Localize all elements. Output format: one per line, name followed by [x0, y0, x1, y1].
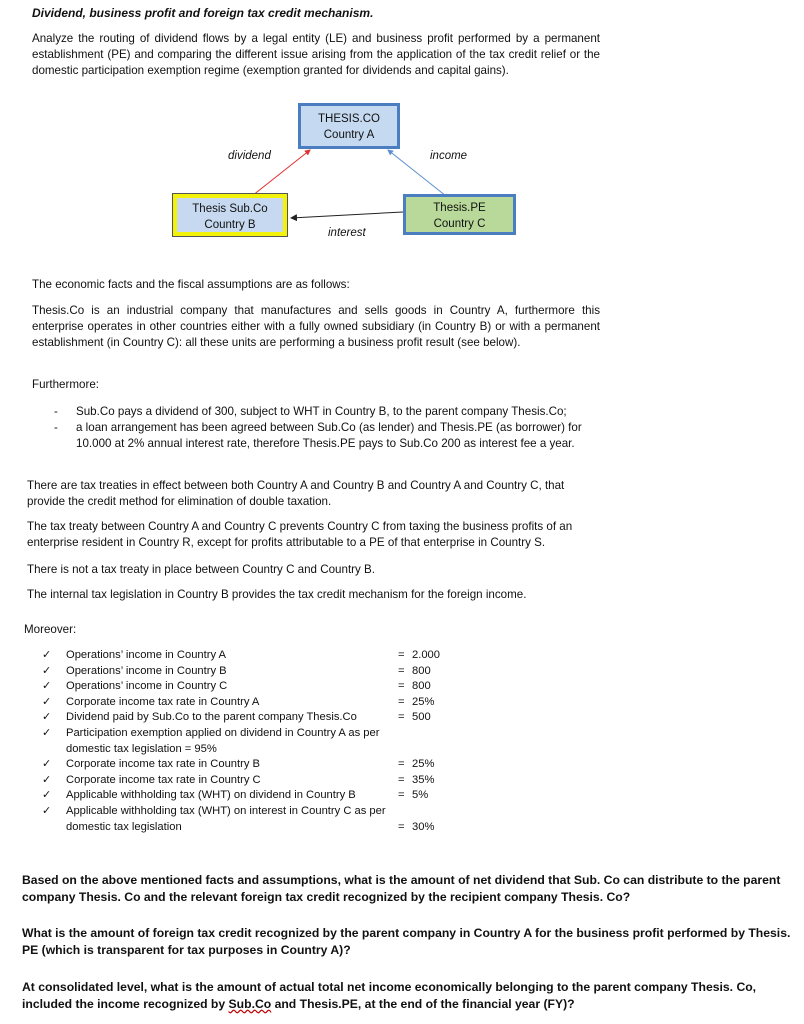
list-item: ✓ Corporate income tax rate in Country C [42, 773, 261, 786]
spell-flagged-word: Sub.Co [228, 997, 272, 1011]
question-2: What is the amount of foreign tax credit recognized by the parent company in Country A for the business profit performed by Thesis. PE (which is transparent for tax purposes in Country A)? [22, 926, 791, 957]
list-item: ✓ Operations’ income in Country A [42, 649, 227, 661]
value-row: = 25% [398, 695, 435, 708]
list-item: ✓ Corporate income tax rate in Country A [42, 695, 260, 708]
value-row [398, 742, 478, 758]
diagram-arrows [0, 0, 804, 260]
parent-name: THESIS.CO [318, 113, 380, 125]
list-item: ✓ Applicable withholding tax (WHT) on interest in Country C as per domestic tax legislation [42, 804, 386, 833]
pe-name: Thesis.PE [433, 202, 486, 214]
moreover-label: Moreover: [24, 623, 77, 636]
furthermore-label: Furthermore: [32, 378, 100, 391]
pe-country: Country C [433, 218, 486, 230]
value-row [398, 804, 478, 820]
dividend-label: dividend [228, 150, 271, 162]
value-row: = 800 [398, 680, 431, 693]
pe-box [403, 194, 516, 235]
list-item: - Sub.Co pays a dividend of 300, subject to WHT in Country B, to the parent company Thesis.Co; [54, 405, 567, 418]
subsidiary-box [173, 194, 287, 236]
intro-paragraph: Analyze the routing of dividend flows by a legal entity (LE) and business profit performed by a permanent establishment (PE) and comparing the different issue arising from the application of the tax credit relief or the domestic participation exemption regime (exemption granted for dividends and capital gains). [32, 32, 600, 77]
interest-label: interest [328, 227, 366, 239]
income-label: income [430, 150, 468, 162]
facts-intro: The economic facts and the fiscal assumptions are as follows: [32, 278, 350, 291]
value-row: = 35% [398, 773, 435, 786]
assumption-list [54, 404, 614, 452]
sub-country: Country B [204, 219, 256, 231]
value-row: = 25% [398, 758, 435, 771]
question-3: At consolidated level, what is the amount of actual total net income economically belonging to the parent company Thesis. Co, included the income recognized by Sub.Co and Thesis.PE, at the end of the financial year (FY)? [22, 980, 757, 1011]
parent-country: Country A [323, 129, 375, 141]
list-item: ✓ Applicable withholding tax (WHT) on dividend in Country B [42, 789, 356, 802]
figures-checklist [42, 648, 392, 835]
interest-arrow [291, 212, 403, 218]
document-title: Dividend, business profit and foreign tax credit mechanism. [32, 6, 374, 20]
question-1: Based on the above mentioned facts and assumptions, what is the amount of net dividend that Sub. Co can distribute to the parent company Thesis. Co and the relevant foreign tax credit recognized by the recipient company Thesis. Co? [22, 873, 781, 904]
value-row: = 5% [398, 789, 429, 802]
treaty-paragraph-3: There is not a tax treaty in place between Country C and Country B. [27, 563, 375, 576]
value-row [398, 726, 478, 742]
treaty-paragraph-1: There are tax treaties in effect between both Country A and Country B and Country A and Country C, that provide the credit method for elimination of double taxation. [27, 479, 565, 508]
value-row: = 500 [398, 711, 431, 724]
treaty-paragraph-4: The internal tax legislation in Country B provides the tax credit mechanism for the foreign income. [27, 588, 527, 601]
list-item: ✓ Dividend paid by Sub.Co to the parent company Thesis.Co [42, 711, 357, 724]
treaty-paragraph-2: The tax treaty between Country A and Country C prevents Country C from taxing the business profits of an enterprise resident in Country R, except for profits attributable to a PE of that enterprise in Country S. [27, 520, 573, 549]
sub-name: Thesis Sub.Co [192, 203, 268, 215]
value-row: = 800 [398, 664, 431, 677]
list-item: ✓ Participation exemption applied on dividend in Country A as per domestic tax legislation = 95% [42, 726, 380, 755]
figures-values [398, 648, 478, 835]
facts-paragraph: Thesis.Co is an industrial company that manufactures and sells goods in Country A, furthermore this enterprise operates in other countries either with a fully owned subsidiary (in Country B) or with a permanent establishment (in Country C): all these units are performing a business profit result (see below). [32, 304, 600, 349]
parent-company-box [298, 103, 400, 149]
list-item: ✓ Corporate income tax rate in Country B [42, 758, 261, 771]
value-row: = 30% [398, 820, 435, 833]
list-item: ✓ Operations’ income in Country C [42, 680, 228, 693]
list-item: - a loan arrangement has been agreed between Sub.Co (as lender) and Thesis.PE (as borrower) for 10.000 at 2% annual interest rate, therefore Thesis.PE pays to Sub.Co 200 as interest fee a year. [54, 421, 582, 450]
value-row: = 2.000 [398, 649, 440, 661]
list-item: ✓ Operations’ income in Country B [42, 664, 227, 677]
